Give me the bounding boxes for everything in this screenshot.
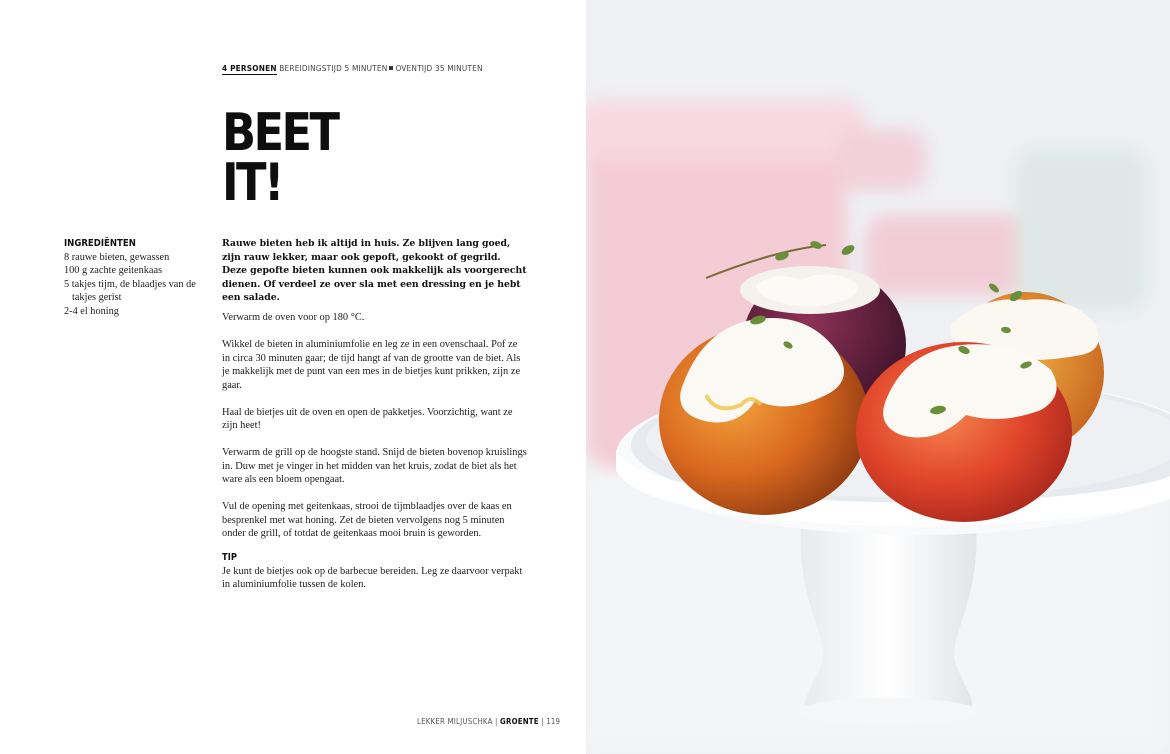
- servings: 4 PERSONEN: [222, 63, 277, 73]
- step-paragraph: Verwarm de oven voor op 180 °C.: [222, 312, 365, 323]
- page-number: 119: [546, 717, 561, 726]
- book-title: LEKKER MILJUSCHKA: [417, 717, 493, 726]
- beets-photo-illustration: [586, 0, 1170, 754]
- page-footer: LEKKER MILJUSCHKA | GROENTE | 119: [417, 717, 561, 726]
- ingredient-item: 8 rauwe bieten, gewassen: [64, 252, 170, 263]
- step-paragraph: Haal de bietjes uit de oven en open de pakketjes. Voorzichtig, want ze zijn heet!: [222, 406, 513, 431]
- title-line-1: BEET: [222, 103, 338, 163]
- ingredient-item: 100 g zachte geitenkaas: [64, 265, 163, 277]
- tip-text: Je kunt de bietjes ook op de barbecue bereiden. Leg ze daarvoor verpakt in aluminiumfolie tussen de kolen.: [222, 565, 523, 590]
- ingredients-heading: INGREDIËNTEN: [64, 238, 136, 249]
- ingredient-item: 2-4 el honing: [64, 305, 119, 317]
- recipe-intro: Rauwe bieten heb ik altijd in huis. Ze blijven lang goed, zijn rauw lekker, maar ook gepoft, gekookt of gegrild. Deze gepofte bieten kunnen ook makkelijk als voorgerecht dienen. Of verdeel ze over sla met een dressing en je hebt een salade.: [222, 238, 527, 304]
- step-paragraph: Wikkel de bieten in aluminiumfolie en leg ze in een ovenschaal. Pof ze in circa 30 minuten gaar; de tijd hangt af van de grootte van de biet. Als je makkelijk met de punt van een mes in de bietjes kunt prikken, zijn ze gaar.: [222, 339, 521, 391]
- recipe-meta: [222, 63, 483, 73]
- section-name: GROENTE: [500, 717, 539, 726]
- tip-heading: TIP: [222, 552, 237, 563]
- ingredients-list: [64, 251, 214, 318]
- prep-time: BEREIDINGSTIJD 5 MINUTEN: [279, 63, 388, 73]
- ingredient-item: 5 takjes tijm, de blaadjes van de takjes gerist: [64, 278, 196, 304]
- recipe-title: [222, 103, 338, 213]
- food-photo: [586, 0, 1170, 754]
- step-paragraph: Verwarm de grill op de hoogste stand. Snijd de bieten bovenop kruislings in. Duw met je vinger in het midden van het kruis, zodat de biet als het ware als een bloem opengaat.: [222, 447, 527, 485]
- step-paragraph: Vul de opening met geitenkaas, strooi de tijmblaadjes over de kaas en besprenkel met wat honing. Zet de bieten vervolgens nog 5 minuten onder de grill, of totdat de geitenkaas mooi bruin is geworden.: [222, 501, 512, 539]
- oven-time: OVENTIJD 35 MINUTEN: [395, 63, 483, 73]
- recipe-steps: [222, 311, 527, 605]
- bullet-square-icon: [389, 66, 393, 70]
- title-line-2: IT!: [222, 153, 282, 213]
- beet-red: [856, 342, 1072, 522]
